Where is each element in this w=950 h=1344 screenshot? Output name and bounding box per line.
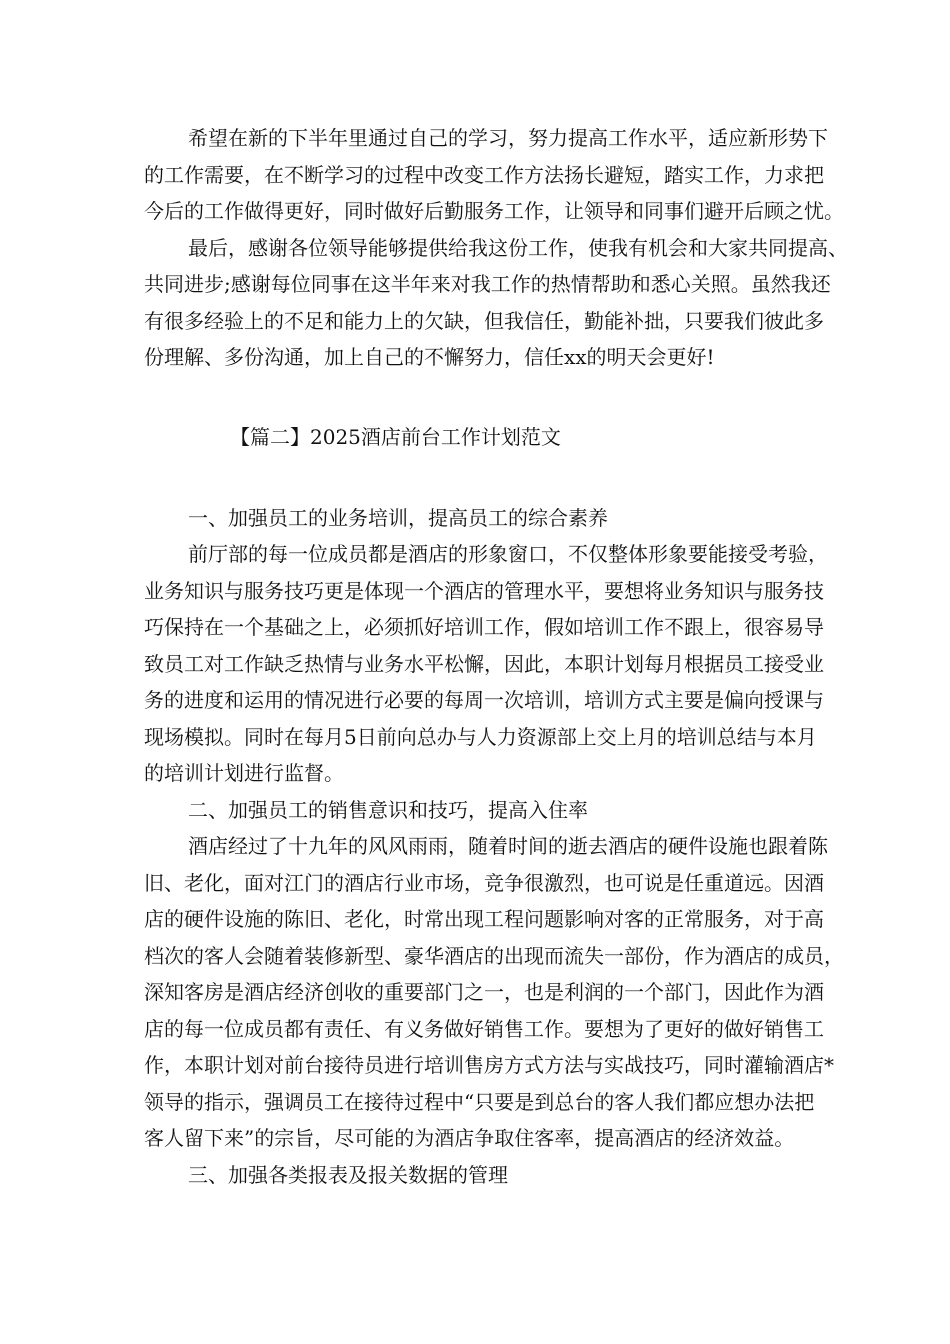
- text-line: 的工作需要，在不断学习的过程中改变工作方法扬长避短，踏实工作，力求把: [144, 162, 824, 187]
- text-line: 二、加强员工的销售意识和技巧，提高入住率: [188, 797, 588, 822]
- text-line: 今后的工作做得更好，同时做好后勤服务工作，让领导和同事们避开后顾之忧。: [144, 199, 844, 223]
- text-line: 前厅部的每一位成员都是酒店的形象窗口，不仅整体形象要能接受考验，: [188, 542, 828, 566]
- paragraph: [144, 536, 828, 792]
- text-line: 最后，感谢各位领导能够提供给我这份工作，使我有机会和大家共同提高、: [188, 235, 848, 260]
- text-line: 档次的客人会随着装修新型、豪华酒店的出现而流失一部份，作为酒店的成员，: [144, 943, 844, 968]
- text-line: 店的硬件设施的陈旧、老化，时常出现工程问题影响对客的正常服务，对于高: [144, 907, 824, 931]
- text-line: 共同进步;感谢每位同事在这半年来对我工作的热情帮助和悉心关照。虽然我还: [144, 272, 831, 296]
- text-line: 的培训计划进行监督。: [144, 761, 344, 785]
- document-page: [144, 120, 848, 1193]
- heading-1: [144, 500, 814, 537]
- text-line: 业务知识与服务技巧更是体现一个酒店的管理水平，要想将业务知识与服务技: [144, 578, 824, 603]
- heading-2: [144, 792, 814, 829]
- paragraph: [144, 120, 844, 230]
- text-line: 有很多经验上的不足和能力上的欠缺，但我信任，勤能补拙，只要我们彼此多: [144, 308, 824, 333]
- text-line: 巧保持在一个基础之上，必须抓好培训工作，假如培训工作不跟上，很容易导: [144, 615, 824, 639]
- text-line: 客人留下来”的宗旨，尽可能的为酒店争取住客率，提高酒店的经济效益。: [144, 1126, 795, 1150]
- text-line: 店的每一位成员都有责任、有义务做好销售工作。要想为了更好的做好销售工: [144, 1016, 824, 1041]
- text-line: 旧、老化，面对江门的酒店行业市场，竞争很激烈，也可说是任重道远。因酒: [144, 870, 824, 895]
- paragraph: [144, 230, 848, 376]
- text-line: 三、加强各类报表及报关数据的管理: [188, 1162, 508, 1187]
- text-line: 致员工对工作缺乏热情与业务水平松懈，因此，本职计划每月根据员工接受业: [144, 651, 824, 676]
- text-line: 作，本职计划对前台接待员进行培训售房方式方法与实战技巧，同时灌输酒店*: [144, 1053, 834, 1077]
- text-line: 领导的指示，强调员工在接待过程中“只要是到总台的客人我们都应想办法把: [144, 1089, 815, 1114]
- text-line: 希望在新的下半年里通过自己的学习，努力提高工作水平，适应新形势下: [188, 126, 828, 150]
- heading-3: [144, 1157, 814, 1194]
- text-line: 务的进度和运用的情况进行必要的每周一次培训，培训方式主要是偏向授课与: [144, 688, 824, 712]
- text-line: 现场模拟。同时在每月5日前向总办与人力资源部上交上月的培训总结与本月: [144, 724, 817, 749]
- text-line: 份理解、多份沟通，加上自己的不懈努力，信任xx的明天会更好!: [144, 345, 715, 369]
- text-line: 一、加强员工的业务培训，提高员工的综合素养: [188, 505, 608, 530]
- text-line: 深知客房是酒店经济创收的重要部门之一，也是利润的一个部门，因此作为酒: [144, 980, 824, 1004]
- section-title: 【篇二】2025酒店前台工作计划范文: [230, 424, 561, 449]
- paragraph: [144, 828, 844, 1157]
- text-line: 酒店经过了十九年的风风雨雨，随着时间的逝去酒店的硬件设施也跟着陈: [188, 834, 828, 858]
